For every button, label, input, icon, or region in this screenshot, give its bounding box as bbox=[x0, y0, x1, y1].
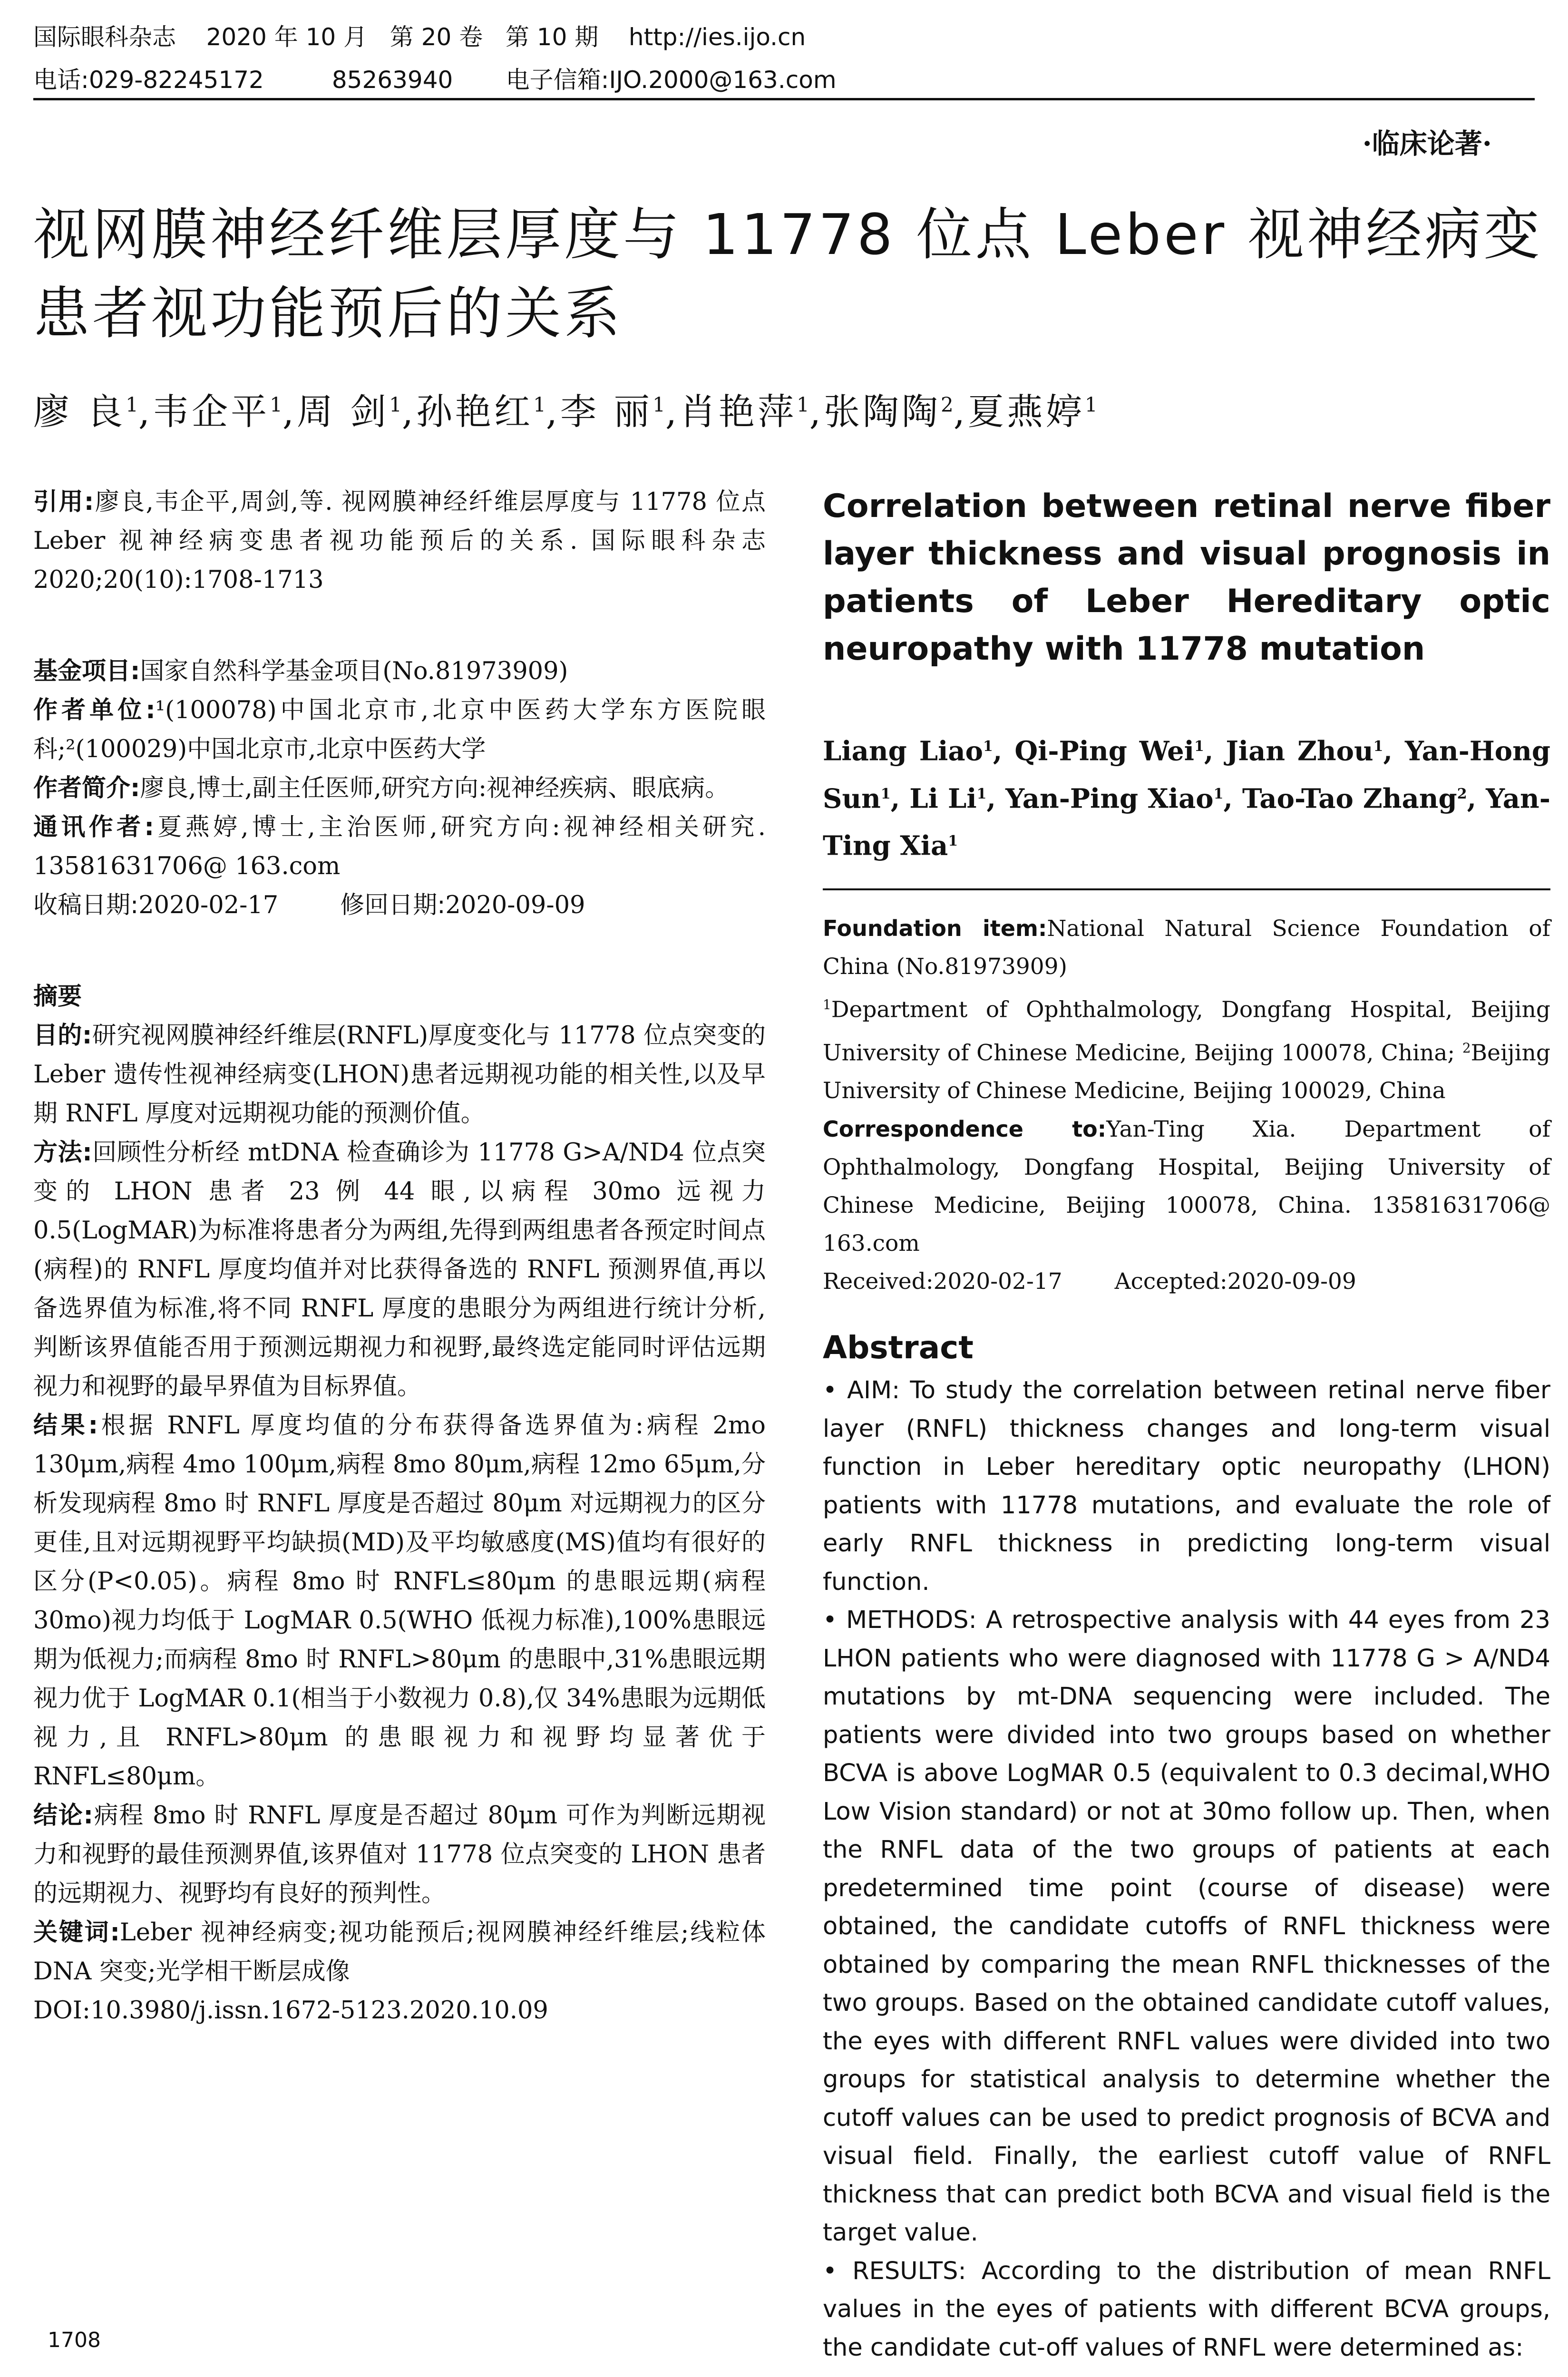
author-affiliation-mark: 2 bbox=[940, 393, 954, 417]
cn-results-text: 根据 RNFL 厚度均值的分布获得备选界值为:病程 2mo 130μm,病程 4mo 100μm,病程 8mo 80μm,病程 12mo 65μm,分析发现病程 8mo 时 RNFL 厚度是否超过 80μm 对远期视力的区分更佳,且对远期视野平均缺损(MD)及平均敏感度(MS)值均有很好的区分(P<0.05)。病程 8mo 时 RNFL≤80μm 的患眼远期(病程 30mo)视力均低于 LogMAR 0.5(WHO 低视力标准),100%患眼远期为低视力;而病程 8mo 时 RNFL>80μm 的患眼中,31%患眼远期视力优于 LogMAR 0.1(相当于小数视力 0.8),仅 34%患眼为远期低视力,且 RNFL>80μm 的患眼视力和视野均显著优于 RNFL≤80μm。 bbox=[33, 1412, 766, 1791]
english-dates bbox=[823, 1263, 1550, 1301]
author-name: 夏燕婷 bbox=[967, 390, 1085, 433]
english-title: Correlation between retinal nerve fiber layer thickness and visual prognosis in patients of Leber Hereditary optic neuropathy with 11778 mutation bbox=[823, 487, 1550, 668]
funding-text: 国家自然科学基金项目(No.81973909) bbox=[140, 657, 568, 685]
corr-label: 通讯作者: bbox=[33, 813, 154, 841]
received-label: 收稿日期: bbox=[33, 891, 139, 919]
author-list: 廖 良$^1$,韦企平$^1$,周 剑$^1$,孙艳红$^1$,李 丽$^1$,肖艳萍$^1$,张陶陶$^2$,夏燕婷$^1$ bbox=[33, 390, 1098, 433]
cn-conclusion bbox=[33, 1796, 766, 1913]
affiliation-2: Beijing University of Chinese Medicine, Beijing 100029, China bbox=[823, 1040, 1550, 1104]
en-aim bbox=[823, 1372, 1550, 1601]
cn-aim-label: 目的: bbox=[33, 1022, 92, 1050]
english-author-affiliation-mark: 1 bbox=[880, 785, 891, 802]
english-author-name: Tao-Tao Zhang bbox=[1242, 783, 1457, 815]
en-results bbox=[823, 2252, 1550, 2367]
bio-text: 廖良,博士,副主任医师,研究方向:视神经疾病、眼底病。 bbox=[140, 774, 730, 802]
cn-methods bbox=[33, 1133, 766, 1406]
citation-text: 廖良,韦企平,周剑,等. 视网膜神经纤维层厚度与 11778 位点 Leber 视神经病变患者视功能预后的关系. 国际眼科杂志 2020;20(10):1708-1713 bbox=[33, 488, 766, 594]
page-number: 1708 bbox=[48, 2328, 101, 2352]
author-name: 张陶陶 bbox=[823, 390, 941, 433]
author-bio bbox=[33, 769, 766, 808]
english-author-name: Yan-Ping Xiao bbox=[1005, 783, 1214, 815]
cn-abstract-heading: 摘要 bbox=[33, 983, 82, 1011]
citation bbox=[33, 483, 766, 600]
en-results-label: • RESULTS: bbox=[823, 2257, 966, 2285]
author-affiliation-mark: 1 bbox=[270, 393, 282, 417]
received-en: Received:2020-02-17 bbox=[823, 1268, 1062, 1295]
english-author-name: Liang Liao bbox=[823, 735, 984, 767]
cn-keywords-text: Leber 视神经病变;视功能预后;视网膜神经纤维层;线粒体 DNA 突变;光学相干断层成像 bbox=[33, 1919, 766, 1986]
right-column bbox=[823, 483, 1550, 2367]
foundation-text: National Natural Science Foundation of China (No.81973909) bbox=[823, 915, 1551, 980]
left-column bbox=[33, 483, 766, 2030]
author-affiliation-mark: 1 bbox=[389, 393, 402, 417]
doi: DOI:10.3980/j.issn.1672-5123.2020.10.09 bbox=[33, 1997, 548, 2025]
received-date: 2020-02-17 bbox=[138, 891, 279, 919]
affiliation-1: Department of Ophthalmology, Dongfang Hospital, Beijing University of Chinese Medicine, Beijing 100078, China; bbox=[823, 996, 1550, 1066]
english-author-affiliation-mark: 1 bbox=[1373, 738, 1383, 755]
en-methods-label: • METHODS: bbox=[823, 1606, 977, 1635]
abstract-heading: Abstract bbox=[823, 1329, 974, 1366]
en-methods-text: A retrospective analysis with 44 eyes from 23 LHON patients who were diagnosed with 11778 G > A/ND4 mutations by mt-DNA sequencing were included. The patients were divided into two groups based on whether BCVA is above LogMAR 0.5 (equivalent to 0.3 decimal,WHO Low Vision standard) or not at 30mo follow up. Then, when the RNFL data of the two groups of patients at each predetermined time point (course of disease) were obtained, the candidate cutoffs of RNFL thickness were obtained by comparing the mean RNFL thicknesses of the two groups. Based on the obtained candidate cutoff values, the eyes with different RNFL values were divided into two groups for statistical analysis to determine whether the cutoff values can be used to predict prognosis of BCVA and visual field. Finally, the earliest cutoff value of RNFL thickness that can predict both BCVA and visual field is the target value. bbox=[823, 1606, 1550, 2247]
cn-methods-text: 回顾性分析经 mtDNA 检查确诊为 11778 G>A/ND4 位点突变的 LHON 患者 23 例 44 眼,以病程 30mo 远视力 0.5(LogMAR)为标准将患者分为两组,先得到两组患者各预定时间点(病程)的 RNFL 厚度均值并对比获得备选的 RNFL 预测界值,再以备选界值为标准,将不同 RNFL 厚度的患眼分为两组进行统计分析,判断该界值能否用于预测远期视力和视野,最终选定能同时评估远期视力和视野的最早界值为目标界值。 bbox=[33, 1139, 766, 1401]
english-author-name: Jian Zhou bbox=[1226, 735, 1373, 767]
section-label: ·临床论著· bbox=[1362, 127, 1492, 160]
english-author-list: Liang Liao$^1$, Qi-Ping Wei$^1$, Jian Zhou$^1$, Yan-Hong Sun$^1$, Li Li$^1$, Yan-Ping Xiao$^1$, Tao-Tao Zhang$^2$, Yan-Ting Xia$^1$ bbox=[823, 735, 1550, 862]
author-name: 李 丽 bbox=[560, 390, 653, 433]
cn-conclusion-label: 结论: bbox=[33, 1802, 93, 1830]
corresponding-author bbox=[33, 808, 766, 886]
author-affiliation-mark: 1 bbox=[797, 393, 809, 417]
author-name: 廖 良 bbox=[33, 390, 126, 433]
cn-aim bbox=[33, 1016, 766, 1133]
funding-label: 基金项目: bbox=[33, 657, 140, 685]
cn-keywords-label: 关键词: bbox=[33, 1919, 120, 1947]
cn-conclusion-text: 病程 8mo 时 RNFL 厚度是否超过 80μm 可作为判断远期视力和视野的最佳预测界值,该界值对 11778 位点突变的 LHON 患者的远期视力、视野均有良好的预判性。 bbox=[33, 1802, 766, 1908]
english-author-affiliation-mark: 1 bbox=[948, 833, 958, 850]
english-meta-rule bbox=[823, 888, 1550, 890]
english-author-affiliation-mark: 1 bbox=[1213, 785, 1224, 802]
dates bbox=[33, 886, 766, 925]
bio-label: 作者简介: bbox=[33, 774, 140, 802]
english-author-name: Yan-Ting Xia bbox=[823, 783, 1550, 862]
cn-results bbox=[33, 1406, 766, 1796]
en-aim-text: To study the correlation between retinal nerve fiber layer (RNFL) thickness changes and long-term visual function in Leber hereditary optic neuropathy (LHON) patients with 11778 mutations, and evaluate the role of early RNFL thickness in predicting long-term visual function. bbox=[823, 1376, 1550, 1596]
journal-header-line-1: 国际眼科杂志 2020 年 10 月 第 20 卷 第 10 期 http://ies.ijo.cn bbox=[33, 23, 806, 51]
corr-text: 夏燕婷,博士,主治医师,研究方向:视神经相关研究. 13581631706@ 163.com bbox=[33, 813, 766, 880]
author-name: 肖艳萍 bbox=[680, 390, 797, 433]
funding bbox=[33, 652, 766, 691]
author-affiliation-mark: 1 bbox=[126, 393, 138, 417]
en-results-text: According to the distribution of mean RNFL values in the eyes of patients with different BCVA groups, the candidate cut-off values of RNFL were determined as: bbox=[823, 2257, 1550, 2362]
english-author-name: Li Li bbox=[909, 783, 977, 815]
correspondence bbox=[823, 1110, 1550, 1263]
cn-keywords bbox=[33, 1913, 766, 1991]
accepted-en: Accepted:2020-09-09 bbox=[1114, 1268, 1356, 1295]
correspondence-label: Correspondence to: bbox=[823, 1116, 1107, 1142]
foundation-label: Foundation item: bbox=[823, 915, 1047, 941]
en-aim-label: • AIM: bbox=[823, 1376, 900, 1405]
header-rule bbox=[33, 98, 1535, 100]
english-author-affiliation-mark: 2 bbox=[1457, 785, 1467, 802]
correspondence-text: Yan-Ting Xia. Department of Ophthalmology, Dongfang Hospital, Beijing University of Chinese Medicine, Beijing 100078, China. 13581631706@ 163.com bbox=[823, 1116, 1550, 1257]
english-author-affiliation-mark: 1 bbox=[1194, 738, 1204, 755]
author-affiliation-mark: 1 bbox=[533, 393, 546, 417]
author-affiliation-mark: 1 bbox=[653, 393, 665, 417]
cn-results-label: 结果: bbox=[33, 1412, 98, 1440]
units-label: 作者单位: bbox=[33, 696, 156, 724]
cn-aim-text: 研究视网膜神经纤维层(RNFL)厚度变化与 11778 位点突变的 Leber 遗传性视神经病变(LHON)患者远期视功能的相关性,以及早期 RNFL 厚度对远期视功能的预测价值。 bbox=[33, 1022, 766, 1128]
english-author-affiliation-mark: 1 bbox=[983, 738, 993, 755]
english-author-name: Qi-Ping Wei bbox=[1014, 735, 1195, 767]
article-info bbox=[33, 652, 766, 925]
author-name: 孙艳红 bbox=[416, 390, 534, 433]
citation-label: 引用: bbox=[33, 488, 94, 516]
cn-abstract bbox=[33, 977, 766, 2030]
foundation-item bbox=[823, 909, 1550, 986]
english-author-affiliation-mark: 1 bbox=[976, 785, 987, 802]
journal-header-line-2: 电话:029-82245172 85263940 电子信箱:IJO.2000@163.com bbox=[33, 66, 837, 94]
author-name: 周 剑 bbox=[296, 390, 390, 433]
revised-label: 修回日期: bbox=[340, 891, 446, 919]
english-affiliations: $^1$Department of Ophthalmology, Dongfang Hospital, Beijing University of Chinese Medicine, Beijing 100078, China; $^2$Beijing University of Chinese Medicine, Beijing 100029, China bbox=[823, 996, 1550, 1104]
author-name: 韦企平 bbox=[153, 390, 270, 433]
author-units bbox=[33, 691, 766, 769]
paper-title: 视网膜神经纤维层厚度与 11778 位点 Leber 视神经病变患者视功能预后的关系 bbox=[33, 202, 1543, 346]
revised-date: 2020-09-09 bbox=[445, 891, 585, 919]
cn-methods-label: 方法: bbox=[33, 1139, 92, 1167]
english-author-name: Yan-Hong Sun bbox=[823, 735, 1550, 815]
en-methods bbox=[823, 1601, 1550, 2252]
units-text: ¹(100078)中国北京市,北京中医药大学东方医院眼科;²(100029)中国北京市,北京中医药大学 bbox=[33, 696, 766, 763]
author-affiliation-mark: 1 bbox=[1084, 393, 1098, 417]
